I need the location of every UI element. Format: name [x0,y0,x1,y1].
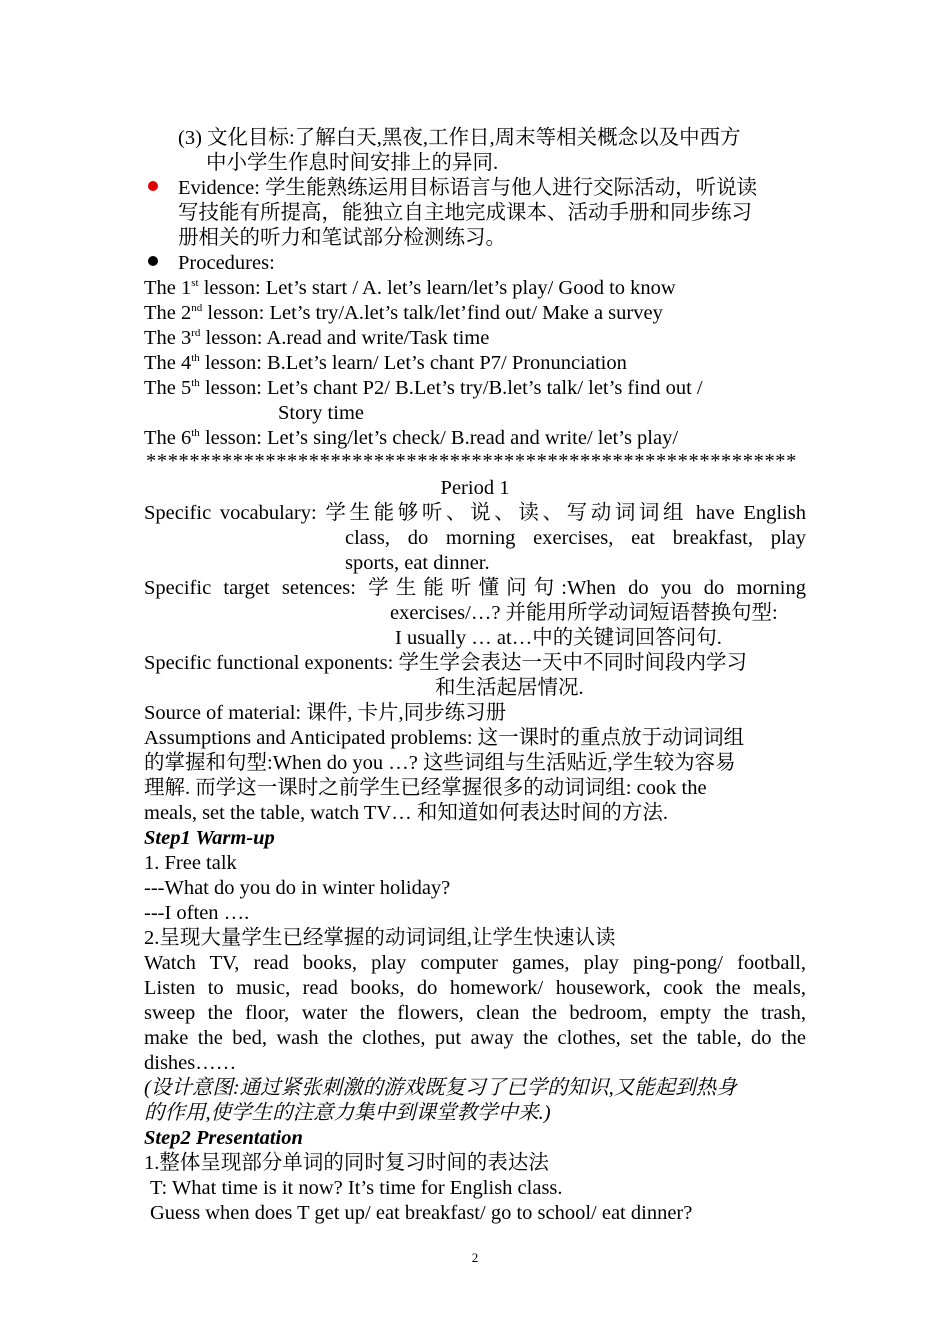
step1-heading: Step1 Warm-up [144,827,275,849]
dialogue-line: ---I often …. [144,902,250,924]
design-intent-line: 的作用,使学生的注意力集中到课堂教学中来.) [144,1102,551,1124]
assumptions-line: 的掌握和句型:When do you …? 这些词组与生活贴近,学生较为容易 [144,752,736,774]
period-title: Period 1 [440,477,510,499]
phrase-list-line: Listen to music, read books, do homework/ housework, cook the meals, [144,977,806,999]
procedures-label: Procedures: [178,252,275,274]
lesson-line-continuation: Story time [278,402,364,424]
assumptions-line: meals, set the table, watch TV… 和知道如何表达时间的方法. [144,802,669,824]
lesson-line: The 2nd lesson: Let’s try/A.let’s talk/let’find out/ Make a survey [144,302,663,324]
functional-exponents-line: Specific functional exponents: 学生学会表达一天中不同时间段内学习 [144,652,747,674]
evidence-line: Evidence: 学生能熟练运用目标语言与他人进行交际活动，听说读 [178,177,758,199]
phrase-list-line: Watch TV, read books, play computer games, play ping-pong/ football, [144,952,806,974]
design-intent-line: (设计意图:通过紧张刺激的游戏既复习了已学的知识,又能起到热身 [144,1077,737,1099]
step1-item: 1. Free talk [144,852,237,874]
lesson-line: The 4th lesson: B.Let’s learn/ Let’s chant P7/ Pronunciation [144,352,627,374]
vocabulary-line: class, do morning exercises, eat breakfast, play [345,527,806,549]
dialogue-line: ---What do you do in winter holiday? [144,877,451,899]
dialogue-line: T: What time is it now? It’s time for English class. [150,1177,563,1199]
lesson-line: The 3rd lesson: A.read and write/Task time [144,327,490,349]
vocabulary-line: Specific vocabulary: 学生能够听、说、读、写动词词组 have English [144,502,806,524]
culture-goal-line: 中小学生作息时间安排上的异同. [206,152,499,174]
assumptions-line: Assumptions and Anticipated problems: 这一课时的重点放于动词词组 [144,727,745,749]
target-sentences-line: Specific target setences: 学生能听懂问句:When do you do morning [144,577,806,599]
evidence-line: 写技能有所提高，能独立自主地完成课本、活动手册和同步练习 [178,202,752,224]
asterisk-divider: ************************************************************ [146,450,797,472]
dialogue-line: Guess when does T get up/ eat breakfast/ go to school/ eat dinner? [150,1202,693,1224]
phrase-list-line: dishes…… [144,1052,237,1074]
evidence-line: 册相关的听力和笔试部分检测练习。 [178,227,506,249]
target-sentences-line: exercises/…? 并能用所学动词短语替换句型: [390,602,778,624]
page-number: 2 [471,1250,479,1265]
assumptions-line: 理解. 而学这一课时之前学生已经掌握很多的动词词组: cook the [144,777,707,799]
step1-item: 2.呈现大量学生已经掌握的动词词组,让学生快速认读 [144,927,616,949]
red-bullet-icon [148,181,158,191]
lesson-line: The 5th lesson: Let’s chant P2/ B.Let’s try/B.let’s talk/ let’s find out / [144,377,703,399]
step2-heading: Step2 Presentation [144,1127,303,1149]
phrase-list-line: make the bed, wash the clothes, put away the clothes, set the table, do the [144,1027,806,1049]
target-sentences-line: I usually … at…中的关键词回答问句. [395,627,722,649]
culture-goal-line: (3) 文化目标:了解白天,黑夜,工作日,周末等相关概念以及中西方 [178,127,741,149]
vocabulary-line: sports, eat dinner. [345,552,490,574]
functional-exponents-line: 和生活起居情况. [435,677,584,699]
phrase-list-line: sweep the floor, water the flowers, clean the bedroom, empty the trash, [144,1002,806,1024]
source-of-material: Source of material: 课件, 卡片,同步练习册 [144,702,507,724]
lesson-line: The 6th lesson: Let’s sing/let’s check/ B.read and write/ let’s play/ [144,427,679,449]
black-bullet-icon [148,256,158,266]
lesson-line: The 1st lesson: Let’s start / A. let’s learn/let’s play/ Good to know [144,277,676,299]
step2-item: 1.整体呈现部分单词的同时复习时间的表达法 [144,1152,549,1174]
